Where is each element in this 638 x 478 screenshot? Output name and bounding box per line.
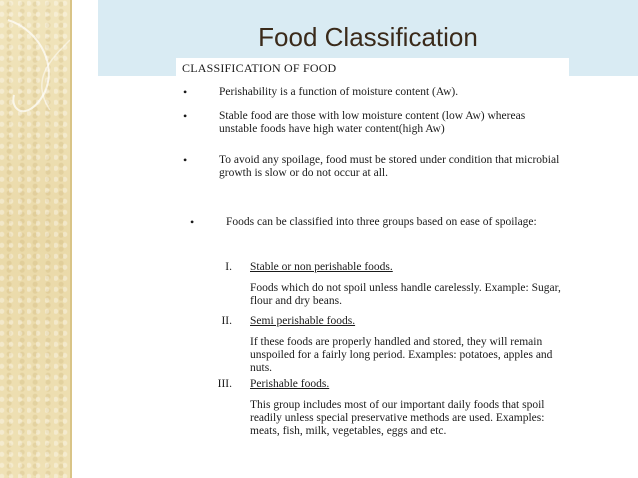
bullet-item: [183, 153, 564, 180]
group-numeral: III.: [217, 378, 232, 390]
bullet-text: To avoid any spoilage, food must be stored under condition that microbial growth is slow or do not occur at all.: [219, 154, 560, 179]
document-heading: CLASSIFICATION OF FOOD: [182, 61, 337, 75]
group-description: Foods which do not spoil unless handle carelessly. Example: Sugar, flour and dry beans.: [250, 282, 561, 307]
group-intro-item: [190, 215, 561, 229]
bullet-item: [183, 109, 564, 136]
bullet-item: [183, 85, 564, 99]
group-intro-text: Foods can be classified into three groups based on ease of spoilage:: [226, 216, 537, 228]
swirl-ornament-icon: [0, 0, 70, 478]
bullet-icon: •: [190, 215, 195, 229]
bullet-text: Perishability is a function of moisture content (Aw).: [219, 86, 459, 98]
group-title: Stable or non perishable foods.: [250, 261, 393, 273]
decorative-side-strip: [0, 0, 72, 478]
document-scan: [176, 58, 569, 478]
bullet-icon: •: [183, 109, 188, 123]
group-title: Perishable foods.: [250, 378, 330, 390]
bullet-icon: •: [183, 153, 188, 167]
group-title: Semi perishable foods.: [250, 315, 356, 327]
bullet-text: Stable food are those with low moisture content (low Aw) whereas unstable foods have high water content(high Aw): [219, 110, 526, 135]
group-description: This group includes most of our important daily foods that spoil readily unless special preservative methods are used. Examples: meats, fish, milk, vegetables, eggs and etc.: [250, 399, 545, 437]
bullet-icon: •: [183, 85, 188, 99]
group-numeral: I.: [225, 261, 232, 273]
slide-title: Food Classification: [258, 22, 478, 52]
group-description: If these foods are properly handled and stored, they will remain unspoiled for a fairly long period. Examples: potatoes, apples and nuts.: [250, 336, 553, 374]
group-numeral: II.: [221, 315, 232, 327]
